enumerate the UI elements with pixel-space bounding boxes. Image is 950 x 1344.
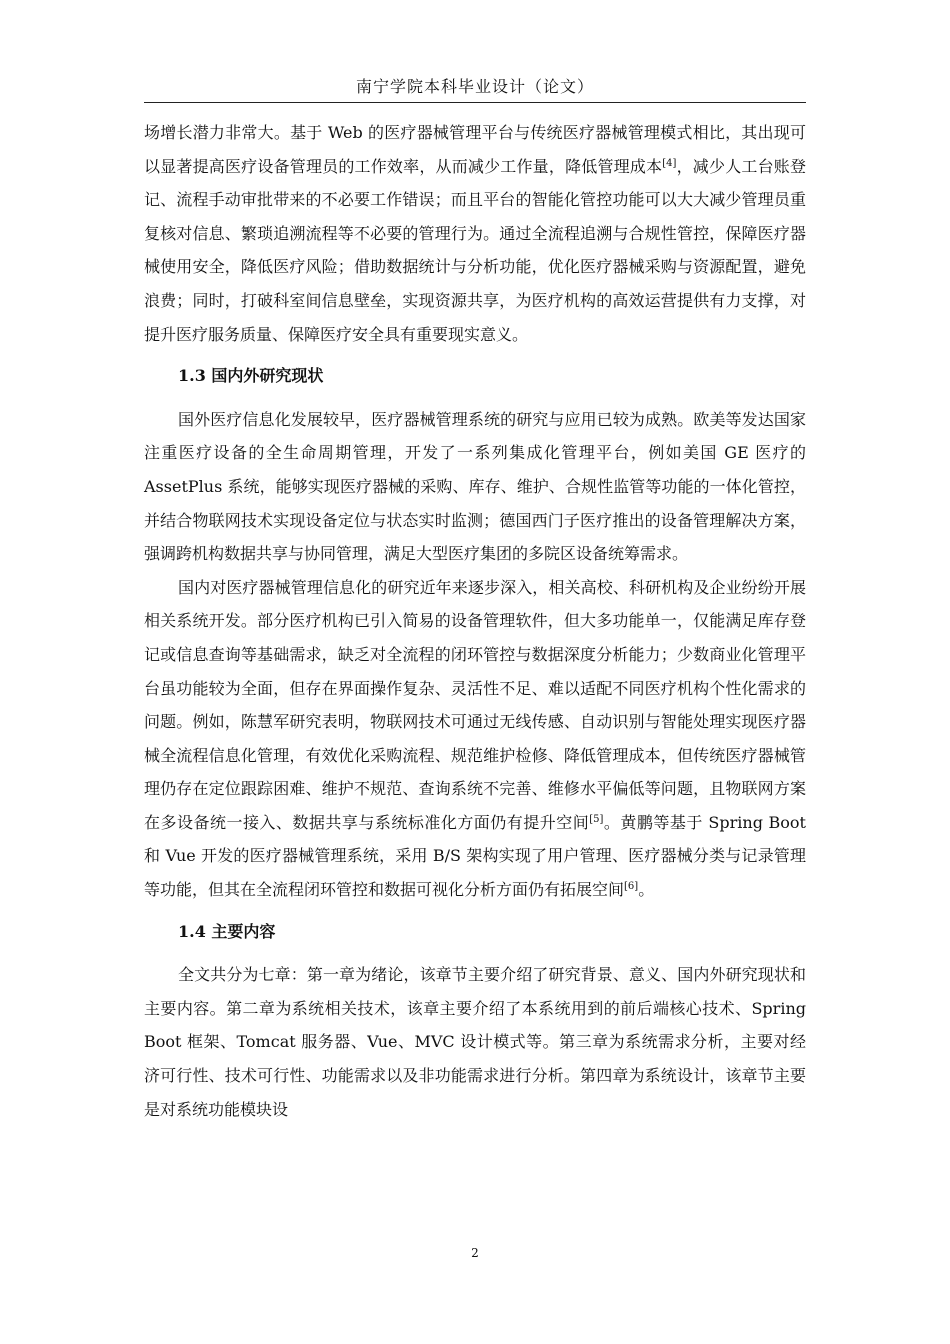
body-paragraph: 国内对医疗器械管理信息化的研究近年来逐步深入，相关高校、科研机构及企业纷纷开展相关系统开发。部分医疗机构已引入简易的设备管理软件，但大多功能单一，仅能满足库存登记或信息查询等基础需求，缺乏对全流程的闭环管控与数据深度分析能力；少数商业化管理平台虽功能较为全面，但存在界面操作复杂、灵活性不足、难以适配不同医疗机构个性化需求的问题。例如，陈慧军研究表明，物联网技术可通过无线传感、自动识别与智能处理实现医疗器械全流程信息化管理，有效优化采购流程、规范维护检修、降低管理成本，但传统医疗器械管理仍存在定位跟踪困难、维护不规范、查询系统不完善、维修水平偏低等问题，且物联网方案在多设备统一接入、数据共享与系统标准化方面仍有提升空间[5]。黄鹏等基于 Spring Boot 和 Vue 开发的医疗器械管理系统，采用 B/S 架构实现了用户管理、医疗器械分类与记录管理等功能，但其在全流程闭环管控和数据可视化分析方面仍有拓展空间[6]。: [144, 577, 806, 900]
section-heading: 1.3 国内外研究现状: [178, 366, 324, 386]
running-header: 南宁学院本科毕业设计（论文）: [355, 77, 594, 96]
body-paragraph: 全文共分为七章：第一章为绪论，该章节主要介绍了研究背景、意义、国内外研究现状和主要内容。第二章为系统相关技术，该章主要介绍了本系统用到的前后端核心技术、Spring Boot 框架、Tomcat 服务器、Vue、MVC 设计模式等。第三章为系统需求分析，主要对经济可行性、技术可行性、功能需求以及非功能需求进行分析。第四章为系统设计，该章节主要是对系统功能模块设: [144, 965, 806, 1119]
section-heading: 1.4 主要内容: [178, 921, 276, 941]
body-paragraph: 国外医疗信息化发展较早，医疗器械管理系统的研究与应用已较为成熟。欧美等发达国家注重医疗设备的全生命周期管理，开发了一系列集成化管理平台，例如美国 GE 医疗的 AssetPlus 系统，能够实现医疗器械的采购、库存、维护、合规性监管等功能的一体化管控，并结合物联网技术实现设备定位与状态实时监测；德国西门子医疗推出的设备管理解决方案，强调跨机构数据共享与协同管理，满足大型医疗集团的多院区设备统筹需求。: [144, 409, 806, 564]
page-number: 2: [471, 1246, 479, 1260]
citation-marker: [4]: [662, 157, 677, 169]
header-divider: [144, 102, 806, 103]
body-paragraph: 场增长潜力非常大。基于 Web 的医疗器械管理平台与传统医疗器械管理模式相比，其出现可以显著提高医疗设备管理员的工作效率，从而减少工作量，降低管理成本[4]，减少人工台账登记、流程手动审批带来的不必要工作错误；而且平台的智能化管控功能可以大大减少管理员重复核对信息、繁琐追溯流程等不必要的管理行为。通过全流程追溯与合规性管控，保障医疗器械使用安全，降低医疗风险；借助数据统计与分析功能，优化医疗器械采购与资源配置，避免浪费；同时，打破科室间信息壁垒，实现资源共享，为医疗机构的高效运营提供有力支撑，对提升医疗服务质量、保障医疗安全具有重要现实意义。: [144, 123, 806, 344]
citation-marker: [6]: [624, 881, 639, 893]
citation-marker: [5]: [589, 813, 604, 825]
page-body: [144, 116, 806, 1126]
